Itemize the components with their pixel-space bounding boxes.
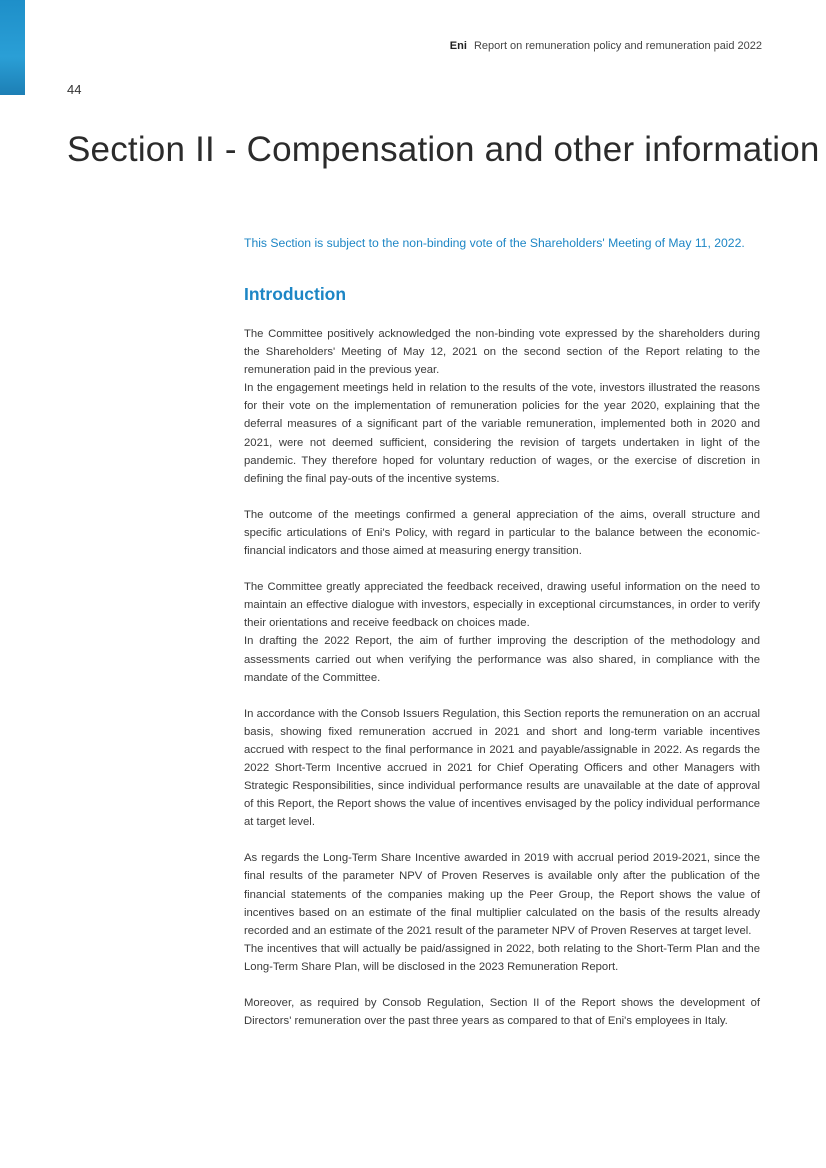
page-number: 44 — [67, 82, 82, 97]
brand-name: Eni — [449, 40, 467, 52]
section-color-tab — [0, 0, 25, 95]
body-content — [244, 236, 760, 1030]
paragraph: The incentives that will actually be paid/assigned in 2022, both relating to the Short-Term Plan and the Long-Term Share Plan, will be disclosed in the 2023 Remuneration Report. — [244, 942, 760, 973]
paragraph: The Committee positively acknowledged the non-binding vote expressed by the shareholders during the Shareholders' Meeting of May 12, 2021 on the second section of the Report relating to the remuneration paid in the previous year. — [244, 328, 760, 377]
paragraph: In the engagement meetings held in relation to the results of the vote, investors illustrated the reasons for their vote on the implementation of remuneration policies for the year 2020, explaining that the deferral measures of a significant part of the variable remuneration, implemented both in 2020 and 2021, were not deemed sufficient, considering the revision of targets undertaken in light of the pandemic. They therefore hoped for voluntary reduction of wages, or the exercise of discretion in defining the final pay-outs of the incentive systems. — [244, 382, 760, 485]
section-title: Section II - Compensation and other information — [67, 130, 820, 169]
running-header — [450, 40, 762, 52]
paragraph: The outcome of the meetings confirmed a general appreciation of the aims, overall structure and specific articulations of Eni's Policy, with regard in particular to the balance between the economic-financial indicators and those aimed at measuring energy transition. — [244, 508, 760, 558]
paragraph: In accordance with the Consob Issuers Regulation, this Section reports the remuneration on an accrual basis, showing fixed remuneration accrued in 2021 and short and long-term variable incentives accrued with respect to the final performance in 2021 and payable/assignable in 2022. As regards the 2022 Short-Term Incentive accrued in 2021 for Chief Operating Officers and other Managers with Strategic Responsibilities, since individual performance results are unavailable at the date of approval of this Report, the Report shows the value of incentives envisaged by the policy individual performance at target level. — [244, 707, 760, 829]
paragraph: Moreover, as required by Consob Regulation, Section II of the Report shows the development of Directors' remuneration over the past three years as compared to that of Eni's employees in Italy. — [244, 997, 760, 1028]
introduction-heading: Introduction — [244, 284, 347, 304]
paragraph: In drafting the 2022 Report, the aim of further improving the description of the methodology and assessments carried out when verifying the performance was also shared, in compliance with the mandate of the Committee. — [244, 635, 760, 684]
paragraph: The Committee greatly appreciated the feedback received, drawing useful information on the need to maintain an effective dialogue with investors, especially in exceptional circumstances, in order to verify their orientations and receive feedback on choices made. — [244, 581, 760, 630]
report-title: Report on remuneration policy and remuneration paid 2022 — [473, 40, 762, 52]
paragraph: As regards the Long-Term Share Incentive awarded in 2019 with accrual period 2019-2021, since the final results of the parameter NPV of Proven Reserves is available only after the publication of the financial statements of the companies making up the Peer Group, the Report shows the value of incentives based on an estimate of the final multiplier calculated on the basis of the results already recorded and an estimate of the 2021 result of the parameter NPV of Proven Reserves at target level. — [244, 852, 760, 937]
lead-text: This Section is subject to the non-binding vote of the Shareholders' Meeting of May 11, 2022. — [244, 236, 745, 250]
